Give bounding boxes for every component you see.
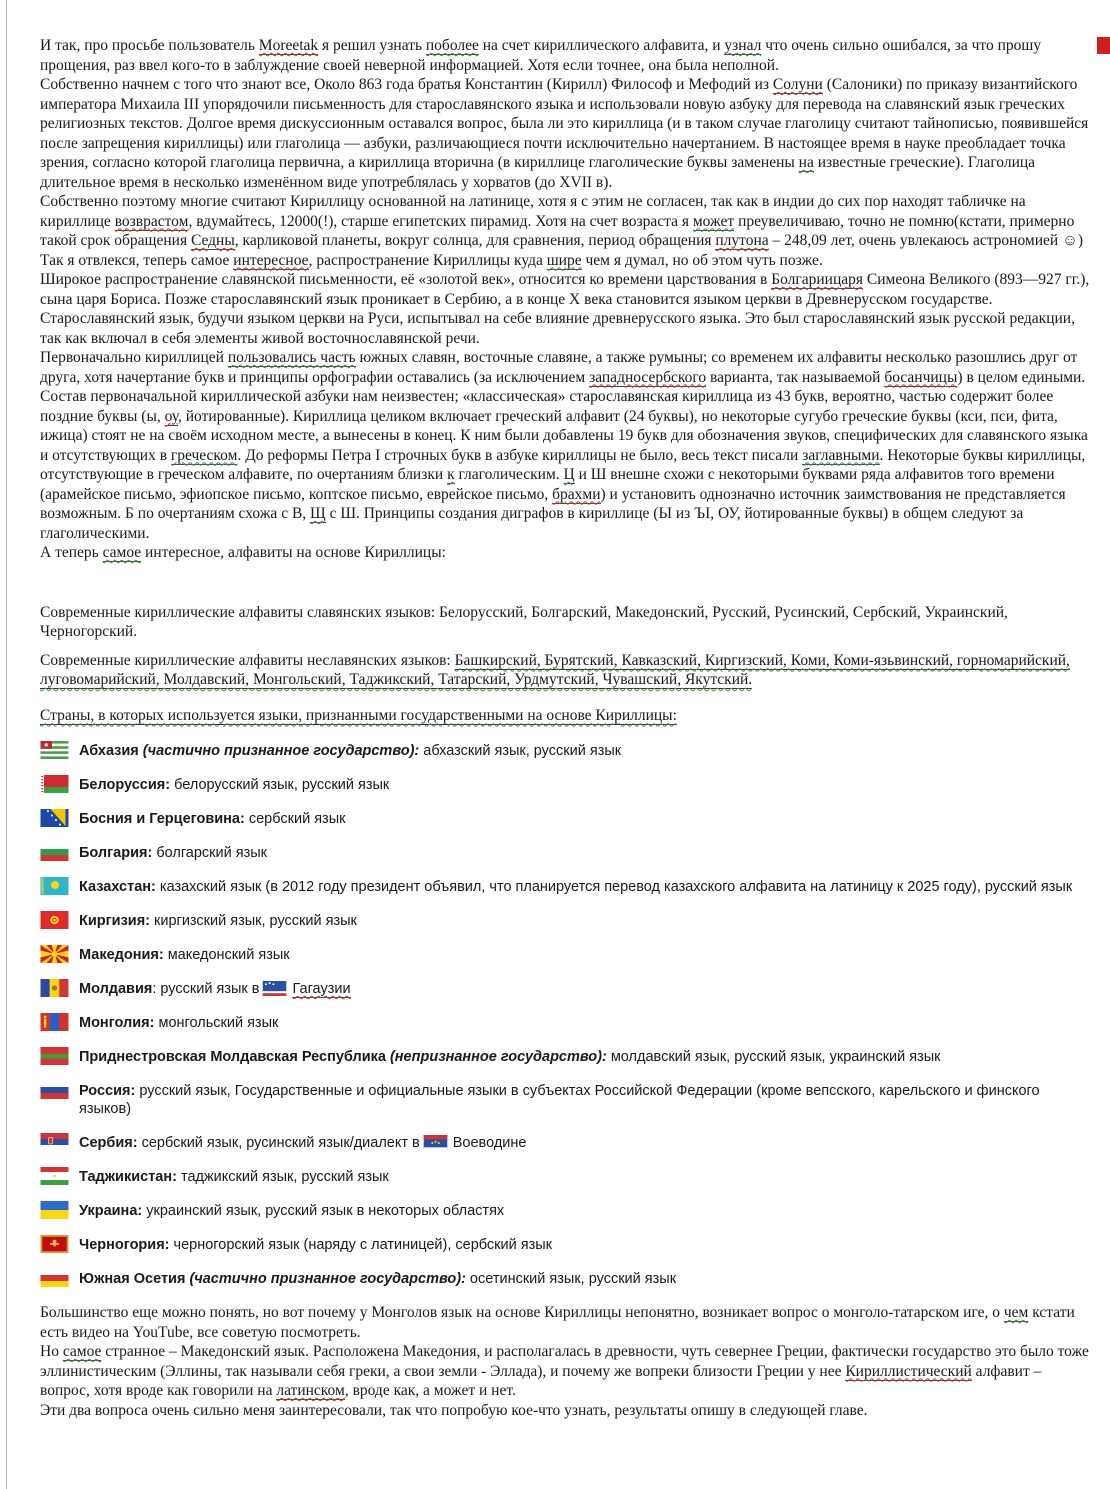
country-text	[79, 809, 345, 828]
text-run: , распространение Кириллицы куда	[308, 251, 547, 269]
country-text	[79, 1235, 552, 1254]
text-run: алфавит – вопрос, хотя вроде как говорили на	[40, 1362, 1042, 1399]
text-run: Но	[40, 1343, 63, 1360]
country-row	[40, 1235, 1094, 1254]
flag-south-ossetia-icon	[40, 1269, 69, 1287]
paragraph	[40, 1342, 1094, 1401]
text-run: Собственно поэтому многие считают Кириллицу основанной на латинице, хотя я с этим не согласен, так как в индии до сих пор находят табличке на кириллице	[40, 193, 1026, 230]
country-row	[40, 1269, 1094, 1288]
text-run: босанчицы	[884, 368, 958, 386]
text-run: южных славян, восточные славяне, а также румыны; со временем их алфавиты несколько разошлись друг от друга, хотя начертание букв и принципы орфографии оставались (за исключением	[40, 349, 1078, 386]
text-run: Симеона Великого (893—927 гг.), сына царя Бориса. Позже старославянский язык проникает в Сербию, а в конце X века становится языком церкви в Древнерусском государстве.	[40, 271, 1090, 308]
country-text	[79, 877, 1072, 896]
text-run: ) и установить однозначно источник заимствования не представляется возможным. Б по очертаниям схожа с В,	[40, 485, 1066, 522]
paragraph	[40, 543, 1094, 563]
paragraph	[40, 251, 1094, 271]
text-run: Черногория:	[79, 1237, 170, 1253]
text-run: . Некоторые буквы кириллицы, отсутствующие в греческом алфавите, по очертаниям близки	[40, 446, 1086, 483]
country-text	[79, 1167, 389, 1186]
country-text	[79, 1269, 676, 1288]
text-run: Казахстан:	[79, 879, 156, 895]
text-run: Собственно начнем с того что знают все, Около 863 года братья Константин (Кирилл) Философ и Мефодий из	[40, 76, 773, 93]
text-run: пользовались часть	[227, 349, 356, 366]
text-run: . До реформы Петра I строчных букв в азбуке кириллицы не было, весь текст писали	[237, 446, 803, 464]
paragraph	[40, 75, 1094, 192]
country-list	[40, 741, 1094, 1288]
text-run: к	[447, 466, 455, 483]
text-run: Moreetak	[258, 37, 319, 54]
text-run: интересное	[233, 251, 309, 269]
text-run: Босния и Герцеговина:	[79, 811, 245, 827]
country-row	[40, 1013, 1094, 1032]
text-run: брахми	[552, 485, 601, 503]
text-run: Современные кириллические алфавиты неславянских языков:	[40, 651, 455, 669]
text-run: Седны	[190, 232, 235, 249]
flag-abkhazia-icon	[40, 741, 69, 759]
country-row	[40, 979, 1094, 998]
text-run: Гагаузии	[292, 981, 351, 997]
text-run: Приднестровская Молдавская Республика	[79, 1049, 390, 1065]
text-run: узнал	[724, 37, 762, 54]
text-run: Россия:	[79, 1083, 136, 1099]
country-text	[79, 775, 389, 794]
document-page	[40, 36, 1094, 1420]
text-run: Эти два вопроса очень сильно меня заинтересовали, так что попробую кое-что узнать, результаты опишу в следующей главе.	[40, 1401, 868, 1419]
flag-mongolia-icon	[40, 1013, 69, 1031]
text-run: (непризнанное государство):	[389, 1049, 607, 1065]
country-row	[40, 775, 1094, 794]
paragraph	[40, 387, 1094, 543]
country-row	[40, 1167, 1094, 1186]
flag-montenegro-icon	[40, 1235, 69, 1253]
flag-gagauzia-icon	[261, 981, 288, 996]
country-row	[40, 843, 1094, 862]
paragraph	[40, 36, 1094, 75]
flag-bosnia-icon	[40, 809, 69, 827]
paragraph	[40, 1303, 1094, 1342]
text-run: (частично признанное государство):	[189, 1271, 466, 1287]
text-run: черногорский язык (наряду с латиницей), сербский язык	[169, 1237, 553, 1253]
text-run: Украина:	[79, 1203, 143, 1219]
country-text	[79, 911, 357, 930]
country-row	[40, 877, 1094, 896]
text-run: Большинство еще можно понять, но вот почему у Монголов язык на основе Кириллицы непонятно, возникает вопрос о монголо-татарском иге, о	[40, 1304, 1004, 1321]
text-run: Современные кириллические алфавиты славянских языков: Белорусский, Болгарский, Македонский, Русский, Русинский, Сербский, Украинский, Черногорский.	[40, 603, 1008, 640]
text-run: Первоначально кириллицей	[40, 349, 228, 366]
paragraph	[40, 270, 1094, 309]
text-run: самое	[102, 544, 142, 561]
text-run: (частично признанное государство):	[142, 743, 420, 759]
text-run: заглавными	[802, 446, 880, 464]
text-run: самое	[62, 1343, 102, 1360]
intro-paragraphs	[40, 36, 1094, 563]
alphabet-paragraphs	[40, 603, 1094, 690]
text-run: Щ	[310, 505, 326, 522]
text-run: Монголия:	[79, 1015, 155, 1031]
country-text	[79, 979, 351, 998]
text-run: таджикский язык, русский язык	[176, 1169, 389, 1185]
text-run: Болгария:	[79, 845, 153, 861]
text-run: украинский язык, русский язык в некоторых областях	[142, 1203, 505, 1219]
text-run: возврастом	[114, 212, 189, 230]
text-run: ) в целом едиными.	[957, 368, 1086, 386]
country-row	[40, 945, 1094, 964]
country-text	[79, 1047, 941, 1066]
text-run: западносербского	[589, 368, 707, 386]
text-run: на	[798, 154, 814, 171]
text-run: Таджикистан:	[79, 1169, 177, 1185]
text-run: А теперь	[40, 544, 103, 561]
text-run: поболее	[425, 37, 479, 54]
paragraph	[40, 192, 1094, 251]
flag-russia-icon	[40, 1081, 69, 1099]
paragraph	[40, 348, 1094, 387]
text-run: Абхазия	[79, 743, 143, 759]
flag-transnistria-icon	[40, 1047, 69, 1065]
text-run: Кириллистический	[845, 1362, 972, 1380]
text-run: кстати есть видео на YouTube, все советую посмотреть.	[40, 1304, 1075, 1341]
text-run: Старославянский язык, будучи языком церкви на Руси, испытывал на себе влияние древнерусского языка. Это был старославянский язык русской редакции, так как включал в себя элементы живой восточнославянской речи.	[40, 310, 1075, 347]
text-run: И так, про просьбе пользователь	[40, 37, 259, 54]
text-run: киргизский язык, русский язык	[150, 913, 357, 929]
country-text	[79, 843, 267, 862]
country-text	[79, 741, 621, 760]
text-run: Южная Осетия	[79, 1271, 190, 1287]
paragraph	[40, 309, 1094, 348]
text-run: , карликовой планеты, вокруг солнца, для сравнения, период обращения	[234, 232, 716, 249]
text-run: : русский язык в	[152, 981, 260, 997]
text-run: с Ш. Принципы создания диграфов в кириллице (Ы из ЪІ, ОУ, йотированные буквы) в общем следуют за глаголическими.	[40, 505, 1024, 542]
text-run: Болгариицаря	[771, 271, 864, 288]
text-run: , вроде как, а может и нет.	[344, 1382, 516, 1399]
text-run: – 248,09 лет, очень увлекаюсь астрономией ☺)	[768, 232, 1084, 249]
flag-belarus-icon	[40, 775, 69, 793]
page-edge-line	[6, 0, 7, 1489]
country-row	[40, 911, 1094, 930]
country-text	[79, 1013, 278, 1032]
flag-vojvodina-icon	[422, 1135, 449, 1150]
text-run: Молдавия	[79, 981, 153, 997]
text-run: болгарский язык	[152, 845, 268, 861]
text-run: и Ш внешне схожи с некоторыми буквами ряда алфавитов того времени (арамейское письмо, эфиопское письмо, коптское письмо, еврейское письмо,	[40, 466, 1055, 503]
country-row	[40, 1081, 1094, 1118]
country-row	[40, 1047, 1094, 1066]
country-row	[40, 1201, 1094, 1220]
flag-macedonia-icon	[40, 945, 69, 963]
text-run: я решил узнать	[318, 37, 426, 54]
countries-heading	[40, 706, 1094, 726]
closing-paragraphs	[40, 1303, 1094, 1420]
paragraph	[40, 1401, 1094, 1421]
text-run: Так я отвлекся, теперь самое	[40, 251, 234, 269]
text-run: шире	[546, 251, 582, 269]
paragraph	[40, 706, 1094, 726]
text-run: македонский язык	[163, 947, 290, 963]
text-run: Белоруссия:	[79, 777, 171, 793]
text-run: Ц	[563, 466, 575, 483]
text-run: Солуни	[772, 76, 823, 93]
flag-tajikistan-icon	[40, 1167, 69, 1185]
paragraph	[40, 651, 1094, 690]
text-run: греческом	[170, 446, 238, 464]
comment-marker	[1097, 37, 1110, 54]
text-run: что очень сильно ошибался, за что прошу прощения, раз ввел кого-то в заблуждение своей неверной информацией. Хотя если точнее, она была неполной.	[40, 37, 1042, 74]
text-run: Состав первоначальной кириллической азбуки нам неизвестен; «классическая» старославянская кириллица из 43 букв, вероятно, частью содержит более поздние буквы (ы,	[40, 388, 1054, 425]
text-run: чем	[1003, 1304, 1029, 1321]
text-run: может	[692, 212, 735, 230]
text-run: , йотированные). Кириллица целиком включает греческий алфавит (24 буквы), но некоторые сугубо греческие буквы (кси, пси, фита, ижица) стоят не на своём исходном месте, а вынесены в конец. К ним были добавлены 19 букв для обозначения звуков, специфических для славянского языка и отсутствующих в	[40, 407, 1088, 464]
flag-kazakhstan-icon	[40, 877, 69, 895]
text-run: Страны, в которых используется языки, признанными государственными на основе Кириллицы:	[40, 706, 677, 724]
text-run: Киргизия:	[79, 913, 150, 929]
text-run: абхазский язык, русский язык	[419, 743, 622, 759]
flag-moldova-icon	[40, 979, 69, 997]
text-run: Сербия:	[79, 1135, 138, 1151]
country-row	[40, 741, 1094, 760]
flag-kyrgyzstan-icon	[40, 911, 69, 929]
text-run: преувеличиваю, точно не помню(кстати, примерно такой срок обращения	[40, 212, 1075, 249]
text-run: Широкое распространение славянской письменности, её «золотой век», относится ко времени царствования в	[40, 271, 772, 288]
country-row	[40, 809, 1094, 828]
text-run: чем я думал, но об этом чуть позже.	[581, 251, 823, 269]
country-text	[79, 1133, 526, 1152]
text-run: Башкирский, Бурятский, Кавказский, Киргизский, Коми, Коми-язьвинский, горномарийский, луговомарийский, Молдавский, Монгольский, Таджикский, Татарский, Урдмутский, Чувашский, Якутский.	[40, 651, 1070, 688]
country-text	[79, 1201, 504, 1220]
flag-ukraine-icon	[40, 1201, 69, 1219]
text-run: интересное, алфавиты на основе Кириллицы:	[141, 544, 446, 561]
flag-bulgaria-icon	[40, 843, 69, 861]
text-run: русский язык, Государственные и официальные языки в субъектах Российской Федерации (кроме вепсского, карельского и финского языков)	[79, 1083, 1040, 1117]
text-run: варианта, так называемой	[706, 368, 885, 386]
text-run: Македония:	[79, 947, 164, 963]
text-run: странное – Македонский язык. Расположена Македония, и располагалась в древности, чуть севернее Греции, фактически государство это было тоже эллинистическим (Эллины, так называли себя греки, а свои земли - Эллада), и почему же вопреки близости Греции у нее	[40, 1343, 1089, 1380]
text-run: сербский язык	[244, 811, 346, 827]
text-run: сербский язык, русинский язык/диалект в	[137, 1135, 420, 1151]
text-run: плутона	[715, 232, 769, 249]
country-text	[79, 1081, 1094, 1118]
text-run: казахский язык (в 2012 году президент объявил, что планируется перевод казахского алфавита на латиницу к 2025 году), русский язык	[155, 879, 1073, 895]
country-row	[40, 1133, 1094, 1152]
paragraph	[40, 603, 1094, 642]
text-run: глаголическим.	[454, 466, 564, 483]
text-run: белорусский язык, русский язык	[170, 777, 390, 793]
text-run: известные греческие). Глаголица длительное время в несколько изменённом виде употреблялась у хорватов (до XVII в).	[40, 154, 1036, 191]
text-run: на счет кириллического алфавита, и	[478, 37, 725, 54]
text-run: монгольский язык	[154, 1015, 279, 1031]
text-run: оу	[164, 407, 178, 425]
text-run: , вдумайтесь, 12000(!), старше египетских пирамид. Хотя на счет возраста я	[188, 212, 693, 230]
text-run: (Салоники) по приказу византийского императора Михаила III упорядочили письменность для старославянского языка и использовали новую азбуку для перевода на славянский язык греческих религиозных текстов. Долгое время дискуссионным оставался вопрос, была ли это кириллица (и в таком случае глаголицу считают тайнописью, появившейся после запрещения кириллицы) или глаголица — азбуки, различающиеся почти исключительно начертанием. В настоящее время в науке преобладает точка зрения, согласно которой глаголица первична, а кириллица вторична (в кириллице глаголические буквы заменены	[40, 76, 1089, 171]
country-text	[79, 945, 290, 964]
text-run: Воеводине	[452, 1135, 527, 1151]
text-run: молдавский язык, русский язык, украинский язык	[606, 1049, 941, 1065]
flag-serbia-icon	[40, 1133, 69, 1151]
text-run: осетинский язык, русский язык	[465, 1271, 677, 1287]
text-run: латинском	[276, 1382, 345, 1399]
